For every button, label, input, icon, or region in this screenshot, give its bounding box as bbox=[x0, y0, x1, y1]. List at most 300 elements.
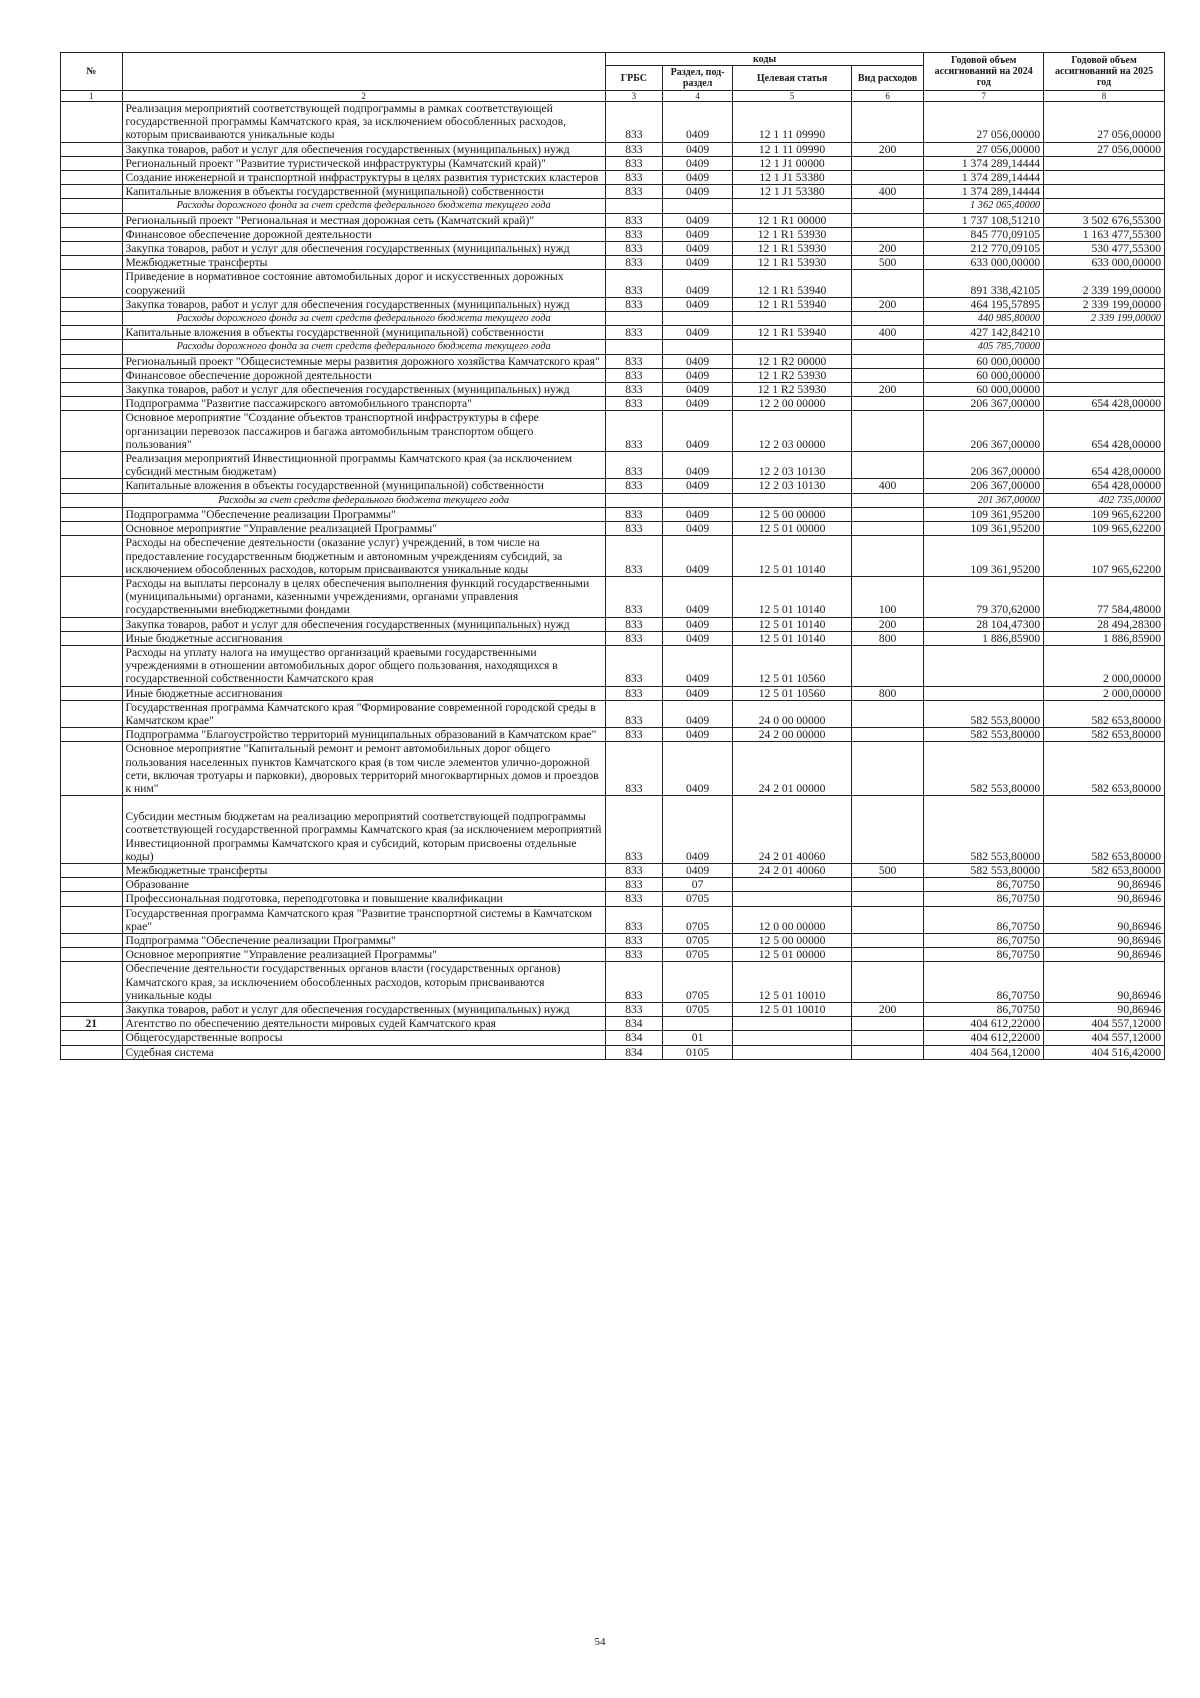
section-code: 0409 bbox=[662, 522, 732, 536]
section-code: 0409 bbox=[662, 452, 732, 479]
section-code: 0705 bbox=[662, 1003, 732, 1017]
target-article-code: 12 1 R1 53930 bbox=[733, 227, 852, 241]
target-article-code bbox=[733, 312, 852, 326]
table-row bbox=[61, 878, 1165, 892]
expense-name: Основное мероприятие "Управление реализацией Программы" bbox=[122, 948, 605, 962]
section-code: 0409 bbox=[662, 645, 732, 686]
expense-name: Основное мероприятие "Создание объектов транспортной инфраструктуры в сфере организации перевозок пассажиров и багажа автомобильным транспортом общего пользования" bbox=[122, 411, 605, 452]
target-article-code bbox=[733, 892, 852, 906]
expense-type-code: 800 bbox=[851, 686, 924, 700]
grbs-code: 833 bbox=[605, 411, 662, 452]
amount-2025 bbox=[1044, 199, 1165, 213]
expense-type-code bbox=[851, 312, 924, 326]
section-code: 0705 bbox=[662, 933, 732, 947]
grbs-code: 833 bbox=[605, 522, 662, 536]
expense-name: Иные бюджетные ассигнования bbox=[122, 631, 605, 645]
expense-type-code bbox=[851, 340, 924, 354]
grbs-code: 833 bbox=[605, 742, 662, 796]
target-article-code: 24 2 01 40060 bbox=[733, 796, 852, 864]
section-code: 0705 bbox=[662, 892, 732, 906]
grbs-code: 833 bbox=[605, 368, 662, 382]
table-row bbox=[61, 948, 1165, 962]
amount-2024: 206 367,00000 bbox=[924, 479, 1044, 493]
row-number bbox=[61, 728, 123, 742]
amount-2024: 1 737 108,51210 bbox=[924, 213, 1044, 227]
amount-2024: 891 338,42105 bbox=[924, 270, 1044, 297]
row-number bbox=[61, 326, 123, 340]
amount-2024: 404 612,22000 bbox=[924, 1017, 1044, 1031]
table-row bbox=[61, 479, 1165, 493]
grbs-code: 833 bbox=[605, 213, 662, 227]
target-article-code: 12 0 00 00000 bbox=[733, 906, 852, 933]
amount-2025: 109 965,62200 bbox=[1044, 507, 1165, 521]
grbs-code: 833 bbox=[605, 645, 662, 686]
table-row bbox=[61, 397, 1165, 411]
amount-2024: 582 553,80000 bbox=[924, 796, 1044, 864]
expense-name: Закупка товаров, работ и услуг для обеспечения государственных (муниципальных) нужд bbox=[122, 383, 605, 397]
row-number bbox=[61, 397, 123, 411]
expense-type-code bbox=[851, 397, 924, 411]
row-number bbox=[61, 297, 123, 311]
target-article-code: 12 1 11 09990 bbox=[733, 142, 852, 156]
header-year-2024: Годовой объем ассигнований на 2024 год bbox=[924, 53, 1044, 91]
expense-name: Региональный проект "Общесистемные меры развития дорожного хозяйства Камчатского края" bbox=[122, 354, 605, 368]
section-code: 0409 bbox=[662, 102, 732, 143]
table-row bbox=[61, 227, 1165, 241]
expense-name: Образование bbox=[122, 878, 605, 892]
column-index: 6 bbox=[851, 91, 924, 102]
amount-2024: 404 564,12000 bbox=[924, 1045, 1044, 1059]
amount-2024: 582 553,80000 bbox=[924, 742, 1044, 796]
grbs-code: 833 bbox=[605, 102, 662, 143]
expense-type-code bbox=[851, 1017, 924, 1031]
row-number bbox=[61, 242, 123, 256]
expense-type-code bbox=[851, 1031, 924, 1045]
expense-name: Капитальные вложения в объекты государственной (муниципальной) собственности bbox=[122, 185, 605, 199]
expense-name: Межбюджетные трансферты bbox=[122, 863, 605, 877]
expense-type-code bbox=[851, 878, 924, 892]
column-index: 8 bbox=[1044, 91, 1165, 102]
amount-2025: 90,86946 bbox=[1044, 878, 1165, 892]
expense-type-code: 200 bbox=[851, 1003, 924, 1017]
expense-type-code bbox=[851, 536, 924, 577]
table-row bbox=[61, 326, 1165, 340]
amount-2024: 28 104,47300 bbox=[924, 617, 1044, 631]
grbs-code: 833 bbox=[605, 142, 662, 156]
grbs-code: 834 bbox=[605, 1017, 662, 1031]
expense-type-code bbox=[851, 102, 924, 143]
amount-2025: 654 428,00000 bbox=[1044, 452, 1165, 479]
amount-2024: 464 195,57895 bbox=[924, 297, 1044, 311]
expense-type-code: 200 bbox=[851, 242, 924, 256]
section-code: 0409 bbox=[662, 507, 732, 521]
target-article-code bbox=[733, 1031, 852, 1045]
header-grbs: ГРБС bbox=[605, 66, 662, 91]
amount-2024: 86,70750 bbox=[924, 933, 1044, 947]
table-row bbox=[61, 576, 1165, 617]
expense-name: Региональный проект "Развитие туристической инфраструктуры (Камчатский край)" bbox=[122, 156, 605, 170]
expense-type-code bbox=[851, 493, 924, 507]
grbs-code: 833 bbox=[605, 878, 662, 892]
target-article-code bbox=[733, 199, 852, 213]
grbs-code: 833 bbox=[605, 297, 662, 311]
section-code: 0409 bbox=[662, 171, 732, 185]
grbs-code bbox=[605, 199, 662, 213]
amount-2024: 405 785,70000 bbox=[924, 340, 1044, 354]
table-row bbox=[61, 700, 1165, 727]
grbs-code: 833 bbox=[605, 728, 662, 742]
amount-2025: 2 339 199,00000 bbox=[1044, 312, 1165, 326]
expense-type-code bbox=[851, 354, 924, 368]
amount-2024 bbox=[924, 686, 1044, 700]
section-code: 0409 bbox=[662, 354, 732, 368]
target-article-code: 12 1 R2 53930 bbox=[733, 383, 852, 397]
expense-type-code: 200 bbox=[851, 142, 924, 156]
amount-2024: 1 374 289,14444 bbox=[924, 185, 1044, 199]
section-code bbox=[662, 1017, 732, 1031]
amount-2025: 1 886,85900 bbox=[1044, 631, 1165, 645]
expense-type-code bbox=[851, 645, 924, 686]
row-number bbox=[61, 906, 123, 933]
expense-name: Субсидии местным бюджетам на реализацию мероприятий соответствующей подпрограммы соответствующей государственной программы Камчатского края (за исключением мероприятий Инвестиционной программы Камчатского края и субсидий, которым присвоены отдельные коды) bbox=[122, 796, 605, 864]
row-number bbox=[61, 270, 123, 297]
section-code: 0409 bbox=[662, 686, 732, 700]
section-code: 0409 bbox=[662, 863, 732, 877]
table-row bbox=[61, 297, 1165, 311]
expense-type-code bbox=[851, 796, 924, 864]
amount-2025: 90,86946 bbox=[1044, 948, 1165, 962]
row-number bbox=[61, 213, 123, 227]
row-number bbox=[61, 1003, 123, 1017]
section-code: 0409 bbox=[662, 617, 732, 631]
expense-name: Расходы дорожного фонда за счет средств федерального бюджета текущего года bbox=[122, 312, 605, 326]
expense-name: Общегосударственные вопросы bbox=[122, 1031, 605, 1045]
expense-name: Подпрограмма "Обеспечение реализации Программы" bbox=[122, 507, 605, 521]
header-section: Раздел, под-раздел bbox=[662, 66, 732, 91]
table-row bbox=[61, 933, 1165, 947]
expense-name: Расходы на уплату налога на имущество организаций краевыми государственными учреждениями в отношении автомобильных дорог общего пользования, находящихся в государственной собственности Камчатского края bbox=[122, 645, 605, 686]
row-number bbox=[61, 892, 123, 906]
column-index: 2 bbox=[122, 91, 605, 102]
target-article-code: 12 5 01 10140 bbox=[733, 536, 852, 577]
amount-2024: 86,70750 bbox=[924, 962, 1044, 1003]
table-row bbox=[61, 796, 1165, 864]
row-number bbox=[61, 878, 123, 892]
amount-2024: 845 770,09105 bbox=[924, 227, 1044, 241]
table-row bbox=[61, 102, 1165, 143]
amount-2024: 86,70750 bbox=[924, 1003, 1044, 1017]
expense-name: Подпрограмма "Развитие пассажирского автомобильного транспорта" bbox=[122, 397, 605, 411]
table-row bbox=[61, 906, 1165, 933]
amount-2024: 27 056,00000 bbox=[924, 102, 1044, 143]
grbs-code: 833 bbox=[605, 171, 662, 185]
row-number bbox=[61, 312, 123, 326]
grbs-code: 833 bbox=[605, 948, 662, 962]
amount-2025 bbox=[1044, 326, 1165, 340]
target-article-code: 12 2 03 00000 bbox=[733, 411, 852, 452]
table-row bbox=[61, 213, 1165, 227]
expense-name: Расходы дорожного фонда за счет средств федерального бюджета текущего года bbox=[122, 199, 605, 213]
amount-2024: 60 000,00000 bbox=[924, 383, 1044, 397]
expense-name: Государственная программа Камчатского края "Формирование современной городской среды в Камчатском крае" bbox=[122, 700, 605, 727]
amount-2025: 582 653,80000 bbox=[1044, 863, 1165, 877]
row-number bbox=[61, 185, 123, 199]
grbs-code: 833 bbox=[605, 452, 662, 479]
amount-2025: 582 653,80000 bbox=[1044, 728, 1165, 742]
row-number bbox=[61, 102, 123, 143]
header-index-row bbox=[61, 91, 1165, 102]
expense-name: Реализация мероприятий Инвестиционной программы Камчатского края (за исключением субсидий местным бюджетам) bbox=[122, 452, 605, 479]
amount-2024: 79 370,62000 bbox=[924, 576, 1044, 617]
target-article-code: 12 5 01 10560 bbox=[733, 686, 852, 700]
amount-2025: 2 339 199,00000 bbox=[1044, 270, 1165, 297]
amount-2024: 206 367,00000 bbox=[924, 397, 1044, 411]
grbs-code: 833 bbox=[605, 1003, 662, 1017]
row-number bbox=[61, 536, 123, 577]
section-code: 0409 bbox=[662, 213, 732, 227]
row-number bbox=[61, 452, 123, 479]
expense-type-code: 500 bbox=[851, 863, 924, 877]
grbs-code: 833 bbox=[605, 256, 662, 270]
grbs-code: 833 bbox=[605, 354, 662, 368]
expense-name: Расходы на обеспечение деятельности (оказание услуг) учреждений, в том числе на предоставление государственным бюджетным и автономным учреждениям субсидий, за исключением обособленных расходов, которым присваиваются уникальные коды bbox=[122, 536, 605, 577]
expense-name: Межбюджетные трансферты bbox=[122, 256, 605, 270]
page-number: 54 bbox=[594, 1636, 606, 1648]
table-row bbox=[61, 507, 1165, 521]
target-article-code bbox=[733, 1017, 852, 1031]
amount-2024: 427 142,84210 bbox=[924, 326, 1044, 340]
row-number bbox=[61, 256, 123, 270]
target-article-code: 12 1 R2 00000 bbox=[733, 354, 852, 368]
target-article-code: 12 5 01 10140 bbox=[733, 617, 852, 631]
section-code: 07 bbox=[662, 878, 732, 892]
amount-2025: 633 000,00000 bbox=[1044, 256, 1165, 270]
subtotal-row bbox=[61, 199, 1165, 213]
table-row bbox=[61, 686, 1165, 700]
row-number bbox=[61, 1045, 123, 1059]
target-article-code: 12 1 R2 53930 bbox=[733, 368, 852, 382]
column-index: 5 bbox=[733, 91, 852, 102]
section-code: 0409 bbox=[662, 383, 732, 397]
expense-name: Государственная программа Камчатского края "Развитие транспортной системы в Камчатском крае" bbox=[122, 906, 605, 933]
header-name bbox=[122, 53, 605, 91]
grbs-code: 833 bbox=[605, 576, 662, 617]
amount-2024: 86,70750 bbox=[924, 892, 1044, 906]
grbs-code: 833 bbox=[605, 631, 662, 645]
table-row bbox=[61, 617, 1165, 631]
amount-2024 bbox=[924, 645, 1044, 686]
amount-2025 bbox=[1044, 354, 1165, 368]
expense-name: Финансовое обеспечение дорожной деятельности bbox=[122, 368, 605, 382]
row-number bbox=[61, 645, 123, 686]
table-row bbox=[61, 270, 1165, 297]
section-code bbox=[662, 312, 732, 326]
amount-2024: 212 770,09105 bbox=[924, 242, 1044, 256]
amount-2024: 86,70750 bbox=[924, 878, 1044, 892]
target-article-code: 12 1 J1 53380 bbox=[733, 171, 852, 185]
amount-2025 bbox=[1044, 383, 1165, 397]
amount-2024: 582 553,80000 bbox=[924, 863, 1044, 877]
target-article-code: 12 5 01 10010 bbox=[733, 1003, 852, 1017]
row-number bbox=[61, 686, 123, 700]
target-article-code: 12 5 01 00000 bbox=[733, 948, 852, 962]
table-row bbox=[61, 631, 1165, 645]
expense-name: Капитальные вложения в объекты государственной (муниципальной) собственности bbox=[122, 479, 605, 493]
section-code: 0705 bbox=[662, 948, 732, 962]
expense-name: Расходы дорожного фонда за счет средств федерального бюджета текущего года bbox=[122, 340, 605, 354]
target-article-code: 12 2 03 10130 bbox=[733, 452, 852, 479]
row-number bbox=[61, 796, 123, 864]
section-code: 0409 bbox=[662, 742, 732, 796]
expense-type-code bbox=[851, 948, 924, 962]
expense-name: Основное мероприятие "Капитальный ремонт и ремонт автомобильных дорог общего пользования населенных пунктов Камчатского края (в том числе элементов улично-дорожной сети, включая тротуары и парковки), дворовых территорий многоквартирных домов и проездов к ним" bbox=[122, 742, 605, 796]
amount-2025: 582 653,80000 bbox=[1044, 796, 1165, 864]
target-article-code: 24 2 01 40060 bbox=[733, 863, 852, 877]
amount-2025 bbox=[1044, 368, 1165, 382]
expense-type-code: 200 bbox=[851, 383, 924, 397]
amount-2025 bbox=[1044, 340, 1165, 354]
section-code: 0409 bbox=[662, 796, 732, 864]
grbs-code: 833 bbox=[605, 796, 662, 864]
grbs-code bbox=[605, 312, 662, 326]
section-code: 0409 bbox=[662, 397, 732, 411]
amount-2025: 2 000,00000 bbox=[1044, 645, 1165, 686]
expense-type-code: 200 bbox=[851, 297, 924, 311]
table-row bbox=[61, 892, 1165, 906]
amount-2025 bbox=[1044, 171, 1165, 185]
amount-2024: 109 361,95200 bbox=[924, 507, 1044, 521]
row-number bbox=[61, 227, 123, 241]
subtotal-row bbox=[61, 493, 1165, 507]
amount-2025 bbox=[1044, 185, 1165, 199]
target-article-code: 12 2 03 10130 bbox=[733, 479, 852, 493]
table-row bbox=[61, 185, 1165, 199]
row-number bbox=[61, 863, 123, 877]
amount-2025: 28 494,28300 bbox=[1044, 617, 1165, 631]
expense-name: Региональный проект "Региональная и местная дорожная сеть (Камчатский край)" bbox=[122, 213, 605, 227]
target-article-code: 12 1 R1 00000 bbox=[733, 213, 852, 227]
section-code: 0409 bbox=[662, 227, 732, 241]
target-article-code: 24 0 00 00000 bbox=[733, 700, 852, 727]
amount-2025: 107 965,62200 bbox=[1044, 536, 1165, 577]
amount-2025: 1 163 477,55300 bbox=[1044, 227, 1165, 241]
row-number bbox=[61, 700, 123, 727]
expense-type-code bbox=[851, 507, 924, 521]
row-number bbox=[61, 142, 123, 156]
table-row bbox=[61, 1031, 1165, 1045]
expense-type-code bbox=[851, 171, 924, 185]
amount-2025: 90,86946 bbox=[1044, 906, 1165, 933]
amount-2025: 654 428,00000 bbox=[1044, 479, 1165, 493]
amount-2024: 1 374 289,14444 bbox=[924, 156, 1044, 170]
table-row bbox=[61, 452, 1165, 479]
expense-name: Подпрограмма "Обеспечение реализации Программы" bbox=[122, 933, 605, 947]
target-article-code: 12 5 01 10140 bbox=[733, 631, 852, 645]
expense-name: Агентство по обеспечению деятельности мировых судей Камчатского края bbox=[122, 1017, 605, 1031]
grbs-code: 834 bbox=[605, 1031, 662, 1045]
grbs-code: 833 bbox=[605, 892, 662, 906]
target-article-code: 12 1 R1 53930 bbox=[733, 242, 852, 256]
expense-name: Закупка товаров, работ и услуг для обеспечения государственных (муниципальных) нужд bbox=[122, 617, 605, 631]
section-code: 0105 bbox=[662, 1045, 732, 1059]
section-code: 0409 bbox=[662, 576, 732, 617]
row-number bbox=[61, 617, 123, 631]
amount-2024: 440 985,80000 bbox=[924, 312, 1044, 326]
expense-type-code: 200 bbox=[851, 617, 924, 631]
expense-type-code bbox=[851, 742, 924, 796]
grbs-code: 833 bbox=[605, 700, 662, 727]
target-article-code: 12 1 R1 53940 bbox=[733, 326, 852, 340]
grbs-code: 833 bbox=[605, 479, 662, 493]
expense-name: Иные бюджетные ассигнования bbox=[122, 686, 605, 700]
expense-type-code bbox=[851, 933, 924, 947]
row-number bbox=[61, 383, 123, 397]
amount-2024: 27 056,00000 bbox=[924, 142, 1044, 156]
grbs-code: 833 bbox=[605, 227, 662, 241]
amount-2024: 206 367,00000 bbox=[924, 452, 1044, 479]
amount-2025: 654 428,00000 bbox=[1044, 411, 1165, 452]
target-article-code: 12 1 11 09990 bbox=[733, 102, 852, 143]
table-row bbox=[61, 522, 1165, 536]
expense-name: Расходы за счет средств федерального бюджета текущего года bbox=[122, 493, 605, 507]
expense-name: Профессиональная подготовка, переподготовка и повышение квалификации bbox=[122, 892, 605, 906]
target-article-code: 24 2 00 00000 bbox=[733, 728, 852, 742]
subtotal-row bbox=[61, 312, 1165, 326]
expense-type-code: 400 bbox=[851, 326, 924, 340]
table-row bbox=[61, 863, 1165, 877]
expense-type-code bbox=[851, 700, 924, 727]
target-article-code: 12 1 J1 53380 bbox=[733, 185, 852, 199]
expense-name: Обеспечение деятельности государственных органов власти (государственных органов) Камчатского края, за исключением обособленных расходов, которым присваиваются уникальные коды bbox=[122, 962, 605, 1003]
row-number bbox=[61, 479, 123, 493]
target-article-code: 12 1 R1 53940 bbox=[733, 297, 852, 311]
subtotal-row bbox=[61, 340, 1165, 354]
amount-2024: 582 553,80000 bbox=[924, 728, 1044, 742]
amount-2025 bbox=[1044, 156, 1165, 170]
amount-2024: 1 886,85900 bbox=[924, 631, 1044, 645]
amount-2024: 86,70750 bbox=[924, 906, 1044, 933]
row-number bbox=[61, 962, 123, 1003]
grbs-code: 834 bbox=[605, 1045, 662, 1059]
section-code: 0409 bbox=[662, 270, 732, 297]
expense-name: Расходы на выплаты персоналу в целях обеспечения выполнения функций государственными (муниципальными) органами, казенными учреждениями, органами управления государственными внебюджетными фондами bbox=[122, 576, 605, 617]
header-row-top bbox=[61, 53, 1165, 66]
grbs-code: 833 bbox=[605, 242, 662, 256]
section-code bbox=[662, 493, 732, 507]
section-code: 0409 bbox=[662, 156, 732, 170]
row-number bbox=[61, 354, 123, 368]
grbs-code: 833 bbox=[605, 617, 662, 631]
budget-page bbox=[60, 52, 1165, 1060]
amount-2024: 109 361,95200 bbox=[924, 536, 1044, 577]
amount-2025: 90,86946 bbox=[1044, 892, 1165, 906]
expense-type-code bbox=[851, 270, 924, 297]
expense-name: Подпрограмма "Благоустройство территорий муниципальных образований в Камчатском крае" bbox=[122, 728, 605, 742]
column-index: 3 bbox=[605, 91, 662, 102]
row-number bbox=[61, 340, 123, 354]
amount-2025: 27 056,00000 bbox=[1044, 102, 1165, 143]
amount-2024: 60 000,00000 bbox=[924, 354, 1044, 368]
row-number bbox=[61, 171, 123, 185]
header-codes: коды bbox=[605, 53, 924, 66]
amount-2025: 2 000,00000 bbox=[1044, 686, 1165, 700]
expense-name: Основное мероприятие "Управление реализацией Программы" bbox=[122, 522, 605, 536]
expense-type-code bbox=[851, 1045, 924, 1059]
amount-2025: 404 557,12000 bbox=[1044, 1031, 1165, 1045]
section-code: 0409 bbox=[662, 479, 732, 493]
amount-2024: 404 612,22000 bbox=[924, 1031, 1044, 1045]
section-code: 0409 bbox=[662, 368, 732, 382]
